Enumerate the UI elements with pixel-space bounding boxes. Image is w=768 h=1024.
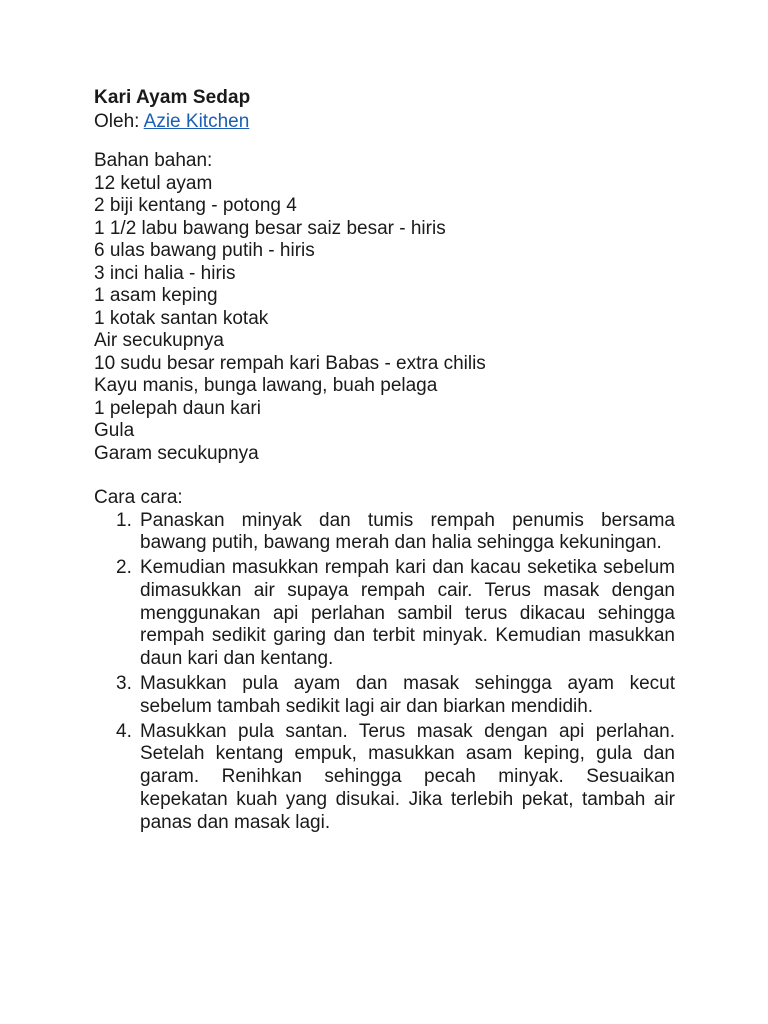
step-item — [94, 673, 675, 719]
ingredient-item: Garam secukupnya — [94, 442, 259, 464]
ingredient-item: Kayu manis, bunga lawang, buah pelaga — [94, 375, 438, 396]
step-number: 4. — [116, 720, 132, 742]
steps-heading: Cara cara: — [94, 487, 183, 508]
step-text: Masukkan pula ayam dan masak sehingga ayam kecut sebelum tambah sedikit lagi air dan biarkan mendidih. — [140, 673, 675, 717]
author-link[interactable]: Azie Kitchen — [143, 111, 250, 132]
ingredient-item: Air secukupnya — [94, 330, 224, 351]
ingredients-heading: Bahan bahan: — [94, 150, 213, 171]
ingredient-item: 1 asam keping — [94, 285, 218, 306]
ingredients-list — [94, 173, 675, 466]
step-item — [94, 721, 675, 835]
spacer — [94, 465, 675, 487]
step-number: 3. — [116, 673, 132, 695]
author-prefix: Oleh: — [94, 111, 144, 132]
ingredient-item: 12 ketul ayam — [94, 172, 213, 194]
step-number: 2. — [116, 557, 132, 579]
ingredient-item: 10 sudu besar rempah kari Babas - extra chilis — [94, 352, 486, 374]
recipe-document — [94, 86, 675, 837]
step-text: Panaskan minyak dan tumis rempah penumis bersama bawang putih, bawang merah dan halia sehingga kekuningan. — [140, 509, 675, 554]
ingredient-item: 1 1/2 labu bawang besar saiz besar - hiris — [94, 217, 446, 239]
ingredient-item: 1 kotak santan kotak — [94, 307, 269, 329]
step-number: 1. — [116, 509, 132, 531]
step-item — [94, 510, 675, 556]
step-item — [94, 557, 675, 671]
recipe-author-line — [94, 110, 675, 133]
spacer — [94, 133, 675, 150]
ingredient-item: 6 ulas bawang putih - hiris — [94, 240, 315, 261]
recipe-title: Kari Ayam Sedap — [94, 87, 251, 108]
ingredient-item: 2 biji kentang - potong 4 — [94, 195, 297, 216]
step-text: Kemudian masukkan rempah kari dan kacau seketika sebelum dimasukkan air supaya rempah cair. Terus masak dengan menggunakan api perlahan sambil terus dikacau sehingga rempah sedikit garing dan terbit minyak. Kemudian masukkan daun kari dan kentang. — [140, 557, 675, 670]
ingredient-item: 3 inci halia - hiris — [94, 262, 236, 284]
ingredient-item: 1 pelepah daun kari — [94, 397, 261, 419]
step-text: Masukkan pula santan. Terus masak dengan api perlahan. Setelah kentang empuk, masukkan asam keping, gula dan garam. Renihkan sehingga pecah minyak. Sesuaikan kepekatan kuah yang disukai. Jika terlebih pekat, tambah air panas dan masak lagi. — [140, 720, 675, 833]
ingredient-item: Gula — [94, 420, 135, 441]
steps-list — [94, 510, 675, 835]
